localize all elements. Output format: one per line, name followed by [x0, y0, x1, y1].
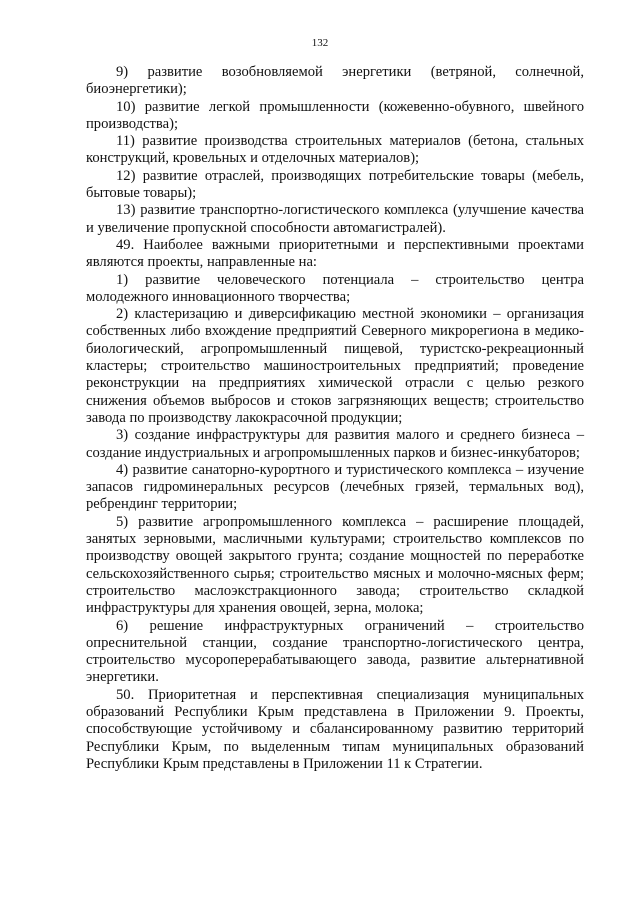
section-49: 49. Наиболее важными приоритетными и перспективными проектами являются проекты, направленные на:: [86, 236, 584, 271]
page-number: 132: [311, 37, 329, 49]
project-item-1: 1) развитие человеческого потенциала – строительство центра молодежного инновационного творчества;: [86, 271, 584, 305]
document-body: [86, 64, 584, 773]
list-item-12: 12) развитие отраслей, производящих потребительские товары (мебель, бытовые товары);: [86, 167, 584, 202]
project-item-2: 2) кластеризацию и диверсификацию местной экономики – организация собственных либо вхождение предприятий Северного микрорегиона в медико-биологический, агропромышленный пищевой, туристско-рекреационный кластеры; строительство машиностроительных предприятий; проведение реконструкции на предприятиях химической отрасли с целью резкого снижения объемов выбросов и стоков загрязняющих веществ; строительство завода по производству лакокрасочной продукции;: [86, 306, 584, 426]
project-item-5: 5) развитие агропромышленного комплекса – расширение площадей, занятых зерновыми, масличными культурами; строительство комплексов по производству овощей закрытого грунта; создание мощностей по переработке сельскохозяйственного сырья; строительство мясных и молочно-мясных ферм; строительство маслоэкстракционного завода; строительство складкой инфраструктуры для хранения овощей, зерна, молока;: [86, 513, 584, 617]
list-item-10: 10) развитие легкой промышленности (кожевенно-обувного, швейного производства);: [86, 98, 584, 132]
list-item-9: 9) развитие возобновляемой энергетики (ветряной, солнечной, биоэнергетики);: [86, 64, 584, 98]
project-item-4: 4) развитие санаторно-курортного и туристического комплекса – изучение запасов гидроминеральных ресурсов (лечебных грязей, термальных вод), ребрендинг территории;: [86, 461, 584, 513]
section-50: 50. Приоритетная и перспективная специализация муниципальных образований Республики Крым представлена в Приложении 9. Проекты, способствующие устойчивому и сбалансированному развитию территорий Республики Крым, по выделенным типам муниципальных образований Республики Крым представлены в Приложении 11 к Стратегии.: [86, 686, 584, 772]
list-item-11: 11) развитие производства строительных материалов (бетона, стальных конструкций, кровельных и отделочных материалов);: [86, 133, 584, 167]
project-item-6: 6) решение инфраструктурных ограничений – строительство опреснительной станции, создание транспортно-логистического центра, строительство мусороперерабатывающего завода, развитие альтернативной энергетики.: [86, 617, 584, 686]
project-item-3: 3) создание инфраструктуры для развития малого и среднего бизнеса – создание индустриальных и агропромышленных парков и бизнес-инкубаторов;: [86, 427, 584, 461]
list-item-13: 13) развитие транспортно-логистического комплекса (улучшение качества и увеличение пропускной способности автомагистралей).: [86, 202, 584, 236]
